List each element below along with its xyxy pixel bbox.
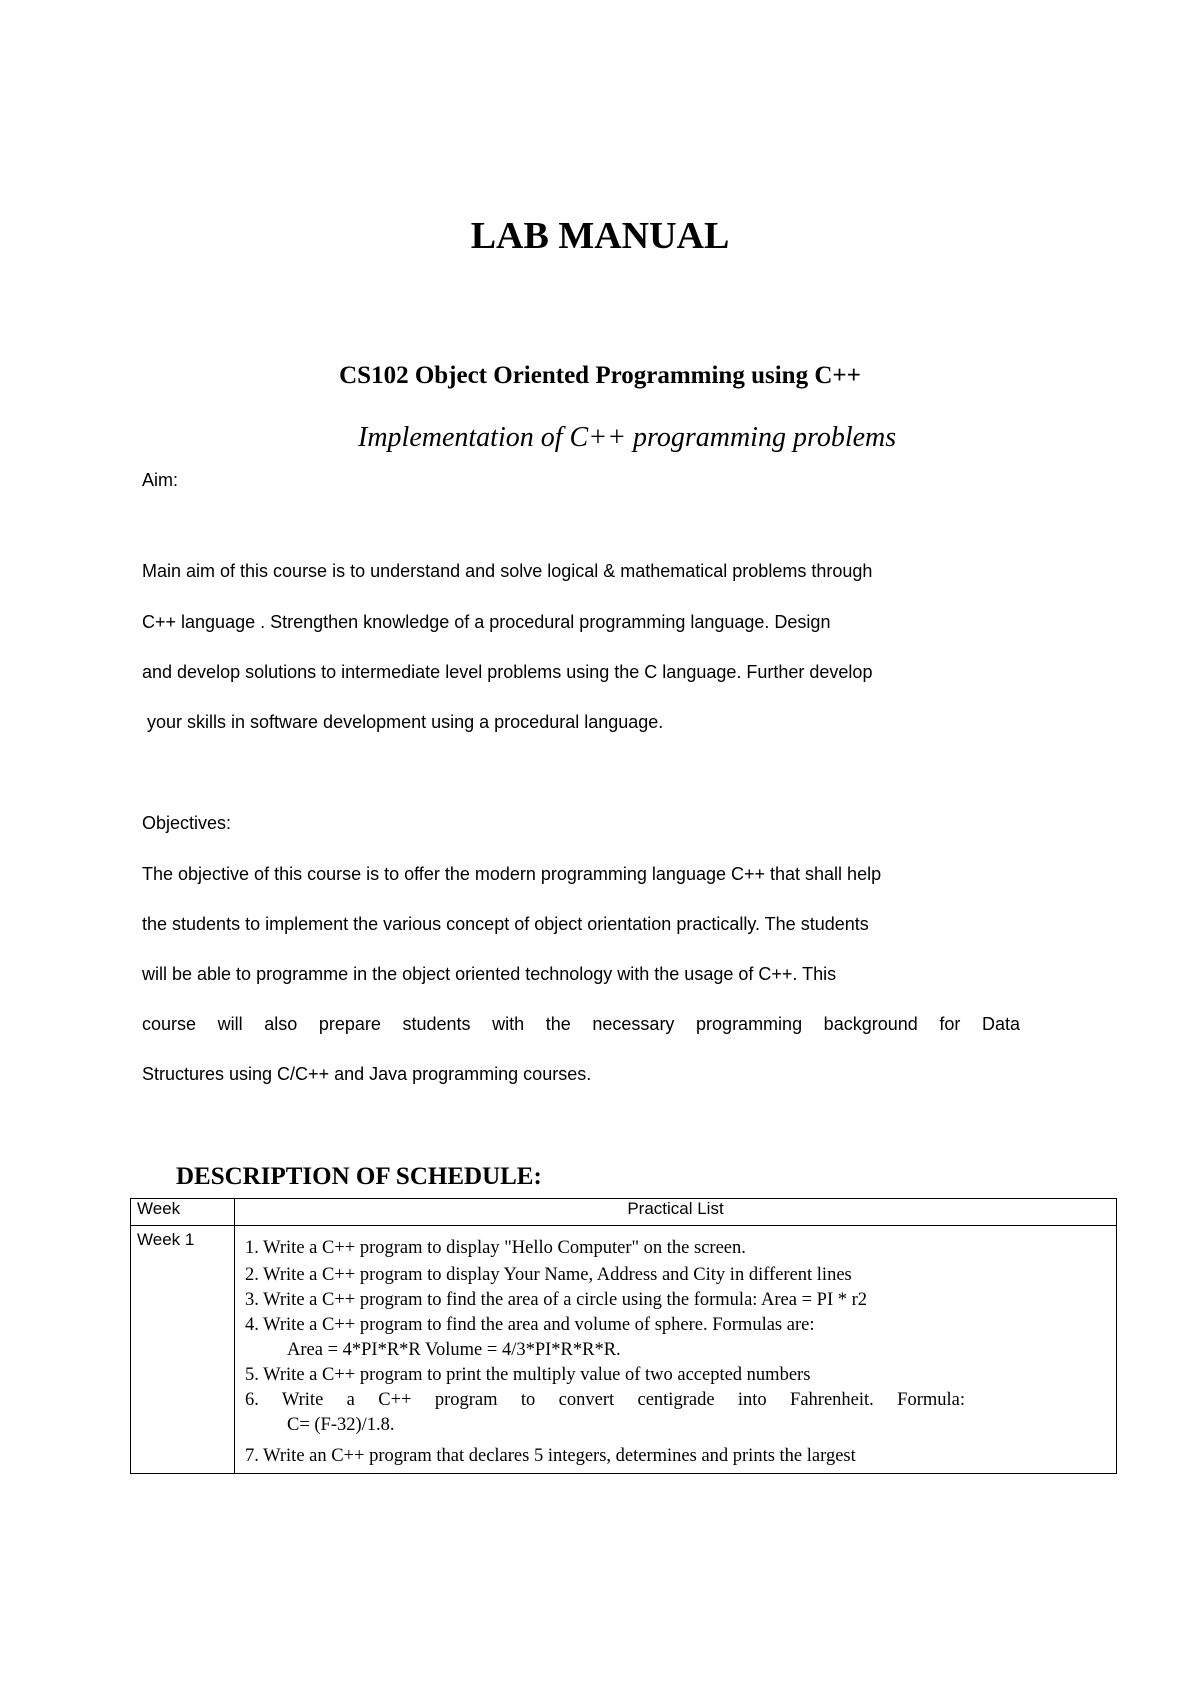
column-header-week: Week	[131, 1199, 235, 1226]
objectives-paragraph-line: the students to implement the various concept of object orientation practically. The students	[142, 914, 869, 934]
list-item: 5. Write a C++ program to print the multiply value of two accepted numbers	[245, 1365, 811, 1385]
aim-paragraph-line: and develop solutions to intermediate level problems using the C language. Further develop	[142, 662, 873, 682]
objectives-paragraph-line: Structures using C/C++ and Java programming courses.	[142, 1064, 592, 1084]
objectives-paragraph-line: course will also prepare students with the necessary programming background for Data	[142, 1014, 1020, 1034]
schedule-table	[130, 1198, 1117, 1474]
course-subtitle: Implementation of C++ programming problems	[358, 422, 897, 453]
list-item: 2. Write a C++ program to display Your Name, Address and City in different lines	[245, 1265, 852, 1285]
task-text: 6. Write a C++ program to convert centigrade into Fahrenheit. Formula:	[245, 1390, 965, 1410]
course-title: CS102 Object Oriented Programming using C++	[339, 362, 861, 389]
list-item: 1. Write a C++ program to display "Hello Computer" on the screen.	[245, 1238, 746, 1258]
aim-paragraph-line: Main aim of this course is to understand and solve logical & mathematical problems through	[142, 561, 873, 581]
list-item: 7. Write an C++ program that declares 5 integers, determines and prints the largest	[245, 1446, 856, 1466]
list-item: 3. Write a C++ program to find the area of a circle using the formula: Area = PI * r2	[245, 1290, 868, 1310]
objectives-paragraph-line: will be able to programme in the object oriented technology with the usage of C++. This	[142, 964, 837, 984]
schedule-heading: DESCRIPTION OF SCHEDULE:	[176, 1163, 542, 1190]
document-title: LAB MANUAL	[470, 215, 730, 257]
list-item	[245, 1313, 1116, 1363]
table-row	[131, 1226, 1117, 1474]
column-header-practical-list: Practical List	[235, 1199, 1117, 1226]
objectives-label: Objectives:	[142, 813, 232, 833]
aim-paragraph-line: C++ language . Strengthen knowledge of a procedural programming language. Design	[142, 612, 831, 632]
practical-list-cell	[235, 1226, 1117, 1474]
week-cell: Week 1	[131, 1226, 235, 1474]
objectives-paragraph-line: The objective of this course is to offer the modern programming language C++ that shall help	[142, 864, 882, 884]
task-formula: C= (F-32)/1.8.	[287, 1415, 395, 1435]
table-header-row	[131, 1199, 1117, 1226]
task-formula: Area = 4*PI*R*R Volume = 4/3*PI*R*R*R.	[287, 1340, 621, 1360]
aim-label: Aim:	[142, 470, 178, 490]
aim-paragraph-line: your skills in software development using a procedural language.	[147, 712, 664, 732]
list-item	[245, 1388, 1116, 1438]
task-list	[245, 1236, 1116, 1469]
task-text: 4. Write a C++ program to find the area and volume of sphere. Formulas are:	[245, 1315, 815, 1335]
